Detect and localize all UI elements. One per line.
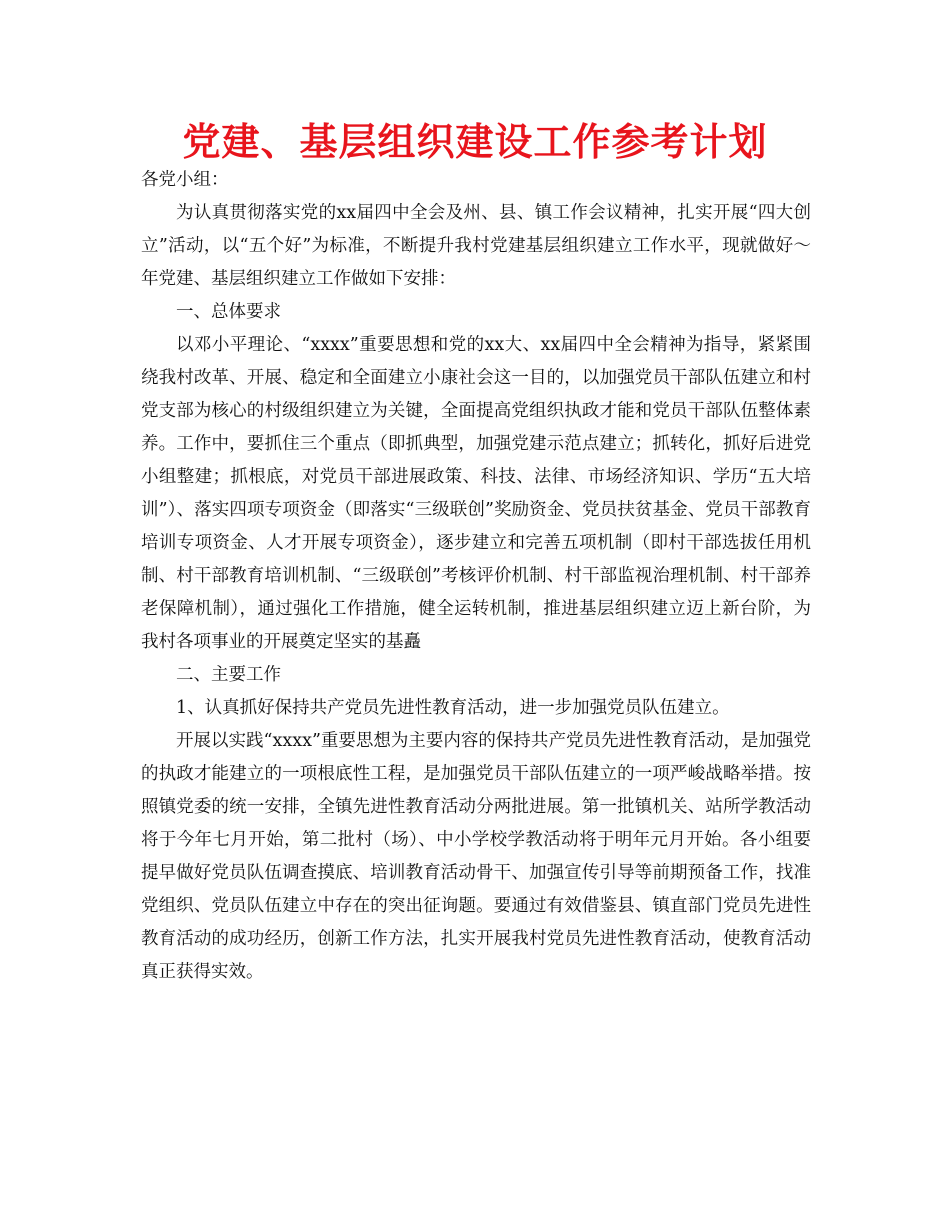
intro-paragraph: 为认真贯彻落实党的xx届四中全会及州、县、镇工作会议精神，扎实开展“四大创立”活动，以“五个好”为标准，不断提升我村党建基层组织建立工作水平，现就做好～年党建、基层组织建立工作做如下安排：: [141, 203, 811, 289]
document-body: [141, 164, 811, 989]
section-heading-main-work: 二、主要工作: [176, 665, 281, 685]
general-requirements-paragraph: 以邓小平理论、“xxxx”重要思想和党的xx大、xx届四中全会精神为指导，紧紧围绕我村改革、开展、稳定和全面建立小康社会这一目的，以加强党员干部队伍建立和村党支部为核心的村级组织建立为关键，全面提高党组织执政才能和党员干部队伍整体素养。工作中，要抓住三个重点（即抓典型，加强党建示范点建立；抓转化，抓好后进党小组整建；抓根底，对党员干部进展政策、科技、法律、市场经济知识、学历“五大培训”）、落实四项专项资金（即落实“三级联创”奖励资金、党员扶贫基金、党员干部教育培训专项资金、人才开展专项资金），逐步建立和完善五项机制（即村干部选拔任用机制、村干部教育培训机制、“三级联创”考核评价机制、村干部监视治理机制、村干部养老保障机制），通过强化工作措施，健全运转机制，推进基层组织建立迈上新台阶，为我村各项事业的开展奠定坚实的基矗: [141, 335, 811, 652]
subsection-heading-1: 1、认真抓好保持共产党员先进性教育活动，进一步加强党员队伍建立。: [176, 698, 730, 718]
salutation: 各党小组：: [141, 170, 229, 190]
document-title: 党建、基层组织建设工作参考计划: [182, 120, 768, 164]
section-heading-general-requirements: 一、总体要求: [176, 302, 281, 322]
education-activity-paragraph: 开展以实践“xxxx”重要思想为主要内容的保持共产党员先进性教育活动，是加强党的执政才能建立的一项根底性工程，是加强党员干部队伍建立的一项严峻战略举措。按照镇党委的统一安排，全镇先进性教育活动分两批进展。第一批镇机关、站所学教活动将于今年七月开始，第二批村（场）、中小学校学教活动将于明年元月开始。各小组要提早做好党员队伍调查摸底、培训教育活动骨干、加强宣传引导等前期预备工作，找准党组织、党员队伍建立中存在的突出征询题。要通过有效借鉴县、镇直部门党员先进性教育活动的成功经历，创新工作方法，扎实开展我村党员先进性教育活动，使教育活动真正获得实效。: [141, 731, 811, 982]
